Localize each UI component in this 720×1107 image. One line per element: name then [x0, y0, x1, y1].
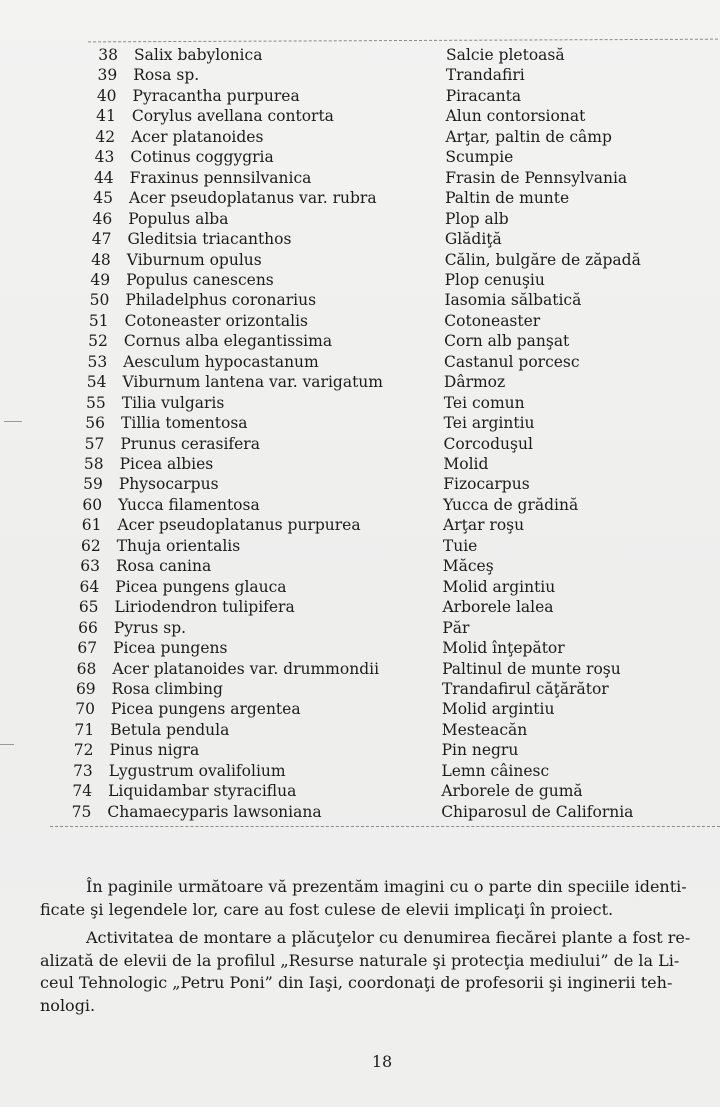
row-number: 54: [86, 373, 107, 392]
common-name: Chiparosul de California: [441, 802, 634, 821]
scientific-name: Acer platanoides: [131, 127, 264, 146]
common-name: Corn alb panşat: [444, 332, 570, 351]
common-name: Castanul porcesc: [444, 352, 580, 371]
scientific-name: Pinus nigra: [109, 741, 200, 760]
scientific-name: Acer pseudoplatanus var. rubra: [128, 189, 377, 208]
row-number: 67: [77, 639, 98, 658]
row-number: 75: [71, 802, 92, 821]
scientific-name: Populus canescens: [126, 270, 274, 289]
scientific-name: Picea pungens argentea: [110, 700, 301, 719]
common-name: Plop alb: [444, 209, 509, 228]
table-row: [59, 761, 720, 781]
scientific-name: Betula pendula: [110, 720, 230, 739]
scientific-name: Acer pseudoplatanus purpurea: [117, 516, 361, 535]
table-row: [66, 556, 720, 576]
row-number: 71: [74, 720, 95, 739]
row-number: 60: [82, 495, 103, 514]
table-row: [81, 127, 720, 147]
common-name: Arborele lalea: [442, 598, 554, 617]
table-row: [83, 86, 720, 106]
table-row: [63, 638, 720, 658]
common-name: Piracanta: [445, 86, 522, 105]
common-name: Scumpie: [445, 148, 514, 167]
margin-mark: [0, 744, 14, 745]
table-row: [67, 536, 720, 556]
row-number: 69: [75, 679, 96, 698]
row-number: 49: [90, 270, 111, 289]
common-name: Molid: [443, 455, 489, 473]
table-row: [64, 618, 720, 638]
row-number: 62: [80, 536, 101, 555]
table-row: [65, 577, 720, 597]
common-name: Plop cenuşiu: [444, 270, 545, 289]
table-row: [70, 434, 720, 454]
scientific-name: Acer platanoides var. drummondii: [112, 659, 380, 678]
scientific-name: Picea pungens glauca: [115, 577, 287, 596]
table-row: [65, 597, 720, 617]
table-row: [62, 659, 720, 679]
paragraph-line: Activitatea de montare a plăcuţelor cu denumirea fiecărei plante a fost re-: [86, 928, 691, 947]
common-name: Yucca de grădină: [443, 495, 579, 514]
scientific-name: Cotoneaster orizontalis: [124, 311, 308, 330]
table-row: [72, 372, 720, 392]
scientific-name: Picea pungens: [113, 639, 228, 658]
common-name: Arborele de gumă: [441, 782, 583, 801]
row-number: 39: [97, 66, 118, 85]
table-row: [71, 413, 720, 433]
scientific-name: Lygustrum ovalifolium: [108, 761, 286, 780]
common-name: Paltinul de munte roşu: [442, 659, 621, 678]
common-name: Dârmoz: [443, 373, 506, 392]
row-number: 56: [85, 414, 106, 433]
row-number: 72: [73, 741, 94, 760]
scientific-name: Populus alba: [128, 209, 229, 228]
common-name: Frasin de Pennsylvania: [445, 168, 628, 187]
common-name: Cotoneaster: [444, 311, 541, 330]
common-name: Lemn câinesc: [441, 761, 550, 780]
row-number: 48: [91, 250, 111, 269]
common-name: Măceş: [442, 557, 494, 576]
scientific-name: Salix babylonica: [134, 46, 263, 64]
table-row: [75, 311, 720, 331]
table-row: [70, 454, 720, 474]
scientific-name: Philadelphus coronarius: [125, 291, 317, 310]
row-number: 52: [88, 332, 108, 351]
row-number: 61: [81, 516, 102, 535]
common-name: Glădiţă: [444, 230, 502, 249]
row-number: 66: [78, 618, 98, 637]
table-row: [75, 290, 720, 310]
scientific-name: Rosa canina: [116, 557, 212, 576]
page-number: 18: [371, 1052, 393, 1071]
row-number: 38: [98, 46, 118, 64]
row-number: 70: [75, 700, 95, 719]
scientific-name: Prunus cerasifera: [120, 434, 260, 453]
table-row: [58, 781, 720, 801]
table-row: [77, 250, 720, 270]
common-name: Arţar roşu: [443, 516, 525, 535]
scientific-name: Corylus avellana contorta: [131, 107, 334, 126]
row-number: 46: [92, 209, 113, 228]
scientific-name: Liquidambar styraciflua: [108, 782, 297, 801]
common-name: Tei comun: [443, 393, 525, 412]
paragraph-line: ficate şi legendele lor, care au fost culese de elevii implicaţi în proiect.: [40, 899, 614, 919]
row-number: 51: [88, 311, 109, 330]
paragraph-line: În paginile următoare vă prezentăm imagini cu o parte din speciile identi-: [86, 877, 687, 896]
scientific-name: Thuja orientalis: [116, 536, 241, 555]
table-row: [73, 352, 720, 372]
common-name: Corcoduşul: [443, 434, 533, 453]
common-name: Fizocarpus: [443, 475, 530, 494]
table-row: [80, 147, 720, 167]
table-row: [82, 106, 720, 126]
table-row: [79, 188, 720, 208]
common-name: Trandafiri: [445, 66, 525, 85]
scientific-name: Cotinus coggygria: [130, 148, 274, 167]
row-number: 50: [89, 291, 110, 310]
scientific-name: Chamaecyparis lawsoniana: [107, 802, 322, 821]
table-row: [68, 495, 720, 515]
scientific-name: Viburnum lantena var. varigatum: [122, 373, 383, 392]
row-number: 44: [93, 168, 114, 187]
row-number: 65: [78, 598, 99, 617]
row-number: 53: [87, 352, 108, 371]
table-row: [83, 65, 720, 85]
common-name: Salcie pletoasă: [446, 46, 565, 64]
scientific-name: Pyracantha purpurea: [132, 86, 300, 105]
row-number: 55: [86, 393, 106, 412]
table-row: [78, 229, 720, 249]
row-number: 57: [84, 434, 105, 453]
paragraph-line: ceul Tehnologic „Petru Poni” din Iaşi, coordonaţi de profesorii şi inginerii teh-: [40, 973, 673, 992]
common-name: Molid argintiu: [441, 700, 555, 719]
row-number: 63: [80, 557, 100, 576]
common-name: Arţar, paltin de câmp: [445, 127, 612, 146]
scientific-name: Rosa sp.: [133, 66, 200, 85]
margin-mark: [4, 421, 22, 422]
row-number: 41: [96, 107, 116, 126]
row-number: 59: [83, 475, 103, 494]
table-row: [61, 699, 720, 719]
common-name: Păr: [442, 618, 470, 637]
scientific-name: Viburnum opulus: [126, 250, 262, 269]
row-number: 47: [91, 230, 112, 249]
row-number: 58: [83, 455, 104, 473]
common-name: Alun contorsionat: [445, 107, 586, 126]
scientific-name: Yucca filamentosa: [118, 495, 260, 514]
common-name: Iasomia sălbatică: [444, 291, 582, 310]
scientific-name: Picea albies: [119, 455, 214, 473]
common-name: Pin negru: [441, 741, 519, 760]
row-number: 73: [73, 761, 93, 780]
scientific-name: Aesculum hypocastanum: [123, 352, 319, 371]
row-number: 43: [94, 148, 115, 167]
common-name: Molid înţepător: [442, 639, 565, 658]
row-number: 45: [93, 189, 113, 208]
row-number: 74: [72, 782, 93, 801]
table-row: [60, 720, 720, 740]
table-row: [57, 802, 720, 822]
row-number: 64: [79, 577, 100, 596]
paragraph-2: [40, 927, 720, 1017]
scientific-name: Tilia vulgaris: [121, 393, 225, 412]
table-row: [78, 209, 720, 229]
table-row: [62, 679, 720, 699]
common-name: Paltin de munte: [445, 189, 570, 208]
common-name: Mesteacăn: [441, 720, 528, 739]
table-row: [84, 45, 720, 65]
table-row: [80, 168, 720, 188]
table-row: [74, 331, 720, 351]
table-bottom-rule: [50, 826, 720, 827]
table-row: [69, 474, 720, 494]
scientific-name: Gleditsia triacanthos: [127, 230, 292, 249]
table-row: [60, 740, 720, 760]
common-name: Tuie: [442, 536, 478, 555]
common-name: Trandafirul căţărător: [441, 679, 609, 698]
scientific-name: Cornus alba elegantissima: [123, 332, 333, 351]
paragraph-line: alizată de elevii de la profilul „Resurse naturale şi protecţia mediului” de la Li-: [40, 950, 680, 970]
common-name: Tei argintiu: [443, 414, 535, 433]
scientific-name: Rosa climbing: [111, 679, 223, 698]
table-row: [72, 393, 720, 413]
row-number: 42: [95, 127, 116, 146]
table-row: [67, 515, 720, 535]
scientific-name: Tillia tomentosa: [121, 414, 248, 433]
scientific-name: Liriodendron tulipifera: [114, 598, 295, 617]
row-number: 68: [76, 659, 97, 678]
paragraph-line: nologi.: [40, 995, 96, 1015]
paragraph-1: [40, 876, 720, 921]
common-name: Călin, bulgăre de zăpadă: [444, 250, 641, 269]
scientific-name: Pyrus sp.: [113, 618, 187, 637]
table-row: [76, 270, 720, 290]
scientific-name: Fraxinus pennsilvanica: [129, 168, 312, 187]
common-name: Molid argintiu: [442, 577, 556, 596]
scientific-name: Physocarpus: [118, 475, 219, 494]
row-number: 40: [96, 86, 117, 105]
